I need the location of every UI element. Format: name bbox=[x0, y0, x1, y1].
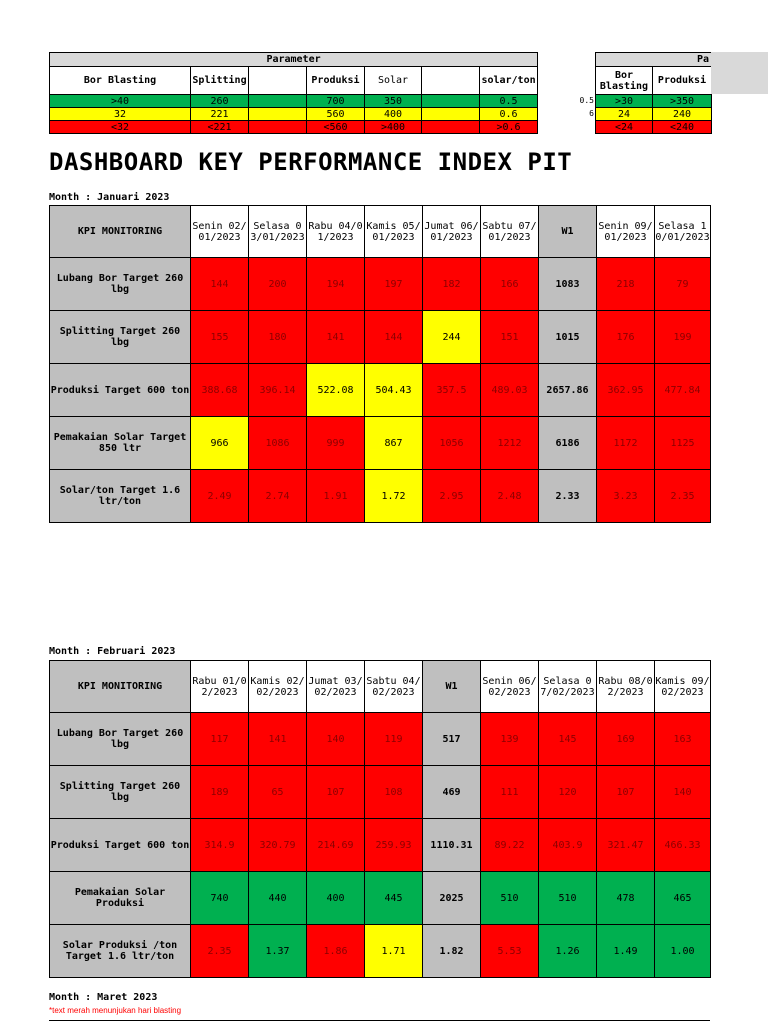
kpi-row-label: Produksi Target 600 ton bbox=[50, 819, 191, 872]
param-cell: <560 bbox=[307, 121, 365, 134]
kpi-cell: 2025 bbox=[423, 872, 481, 925]
kpi-cell: 139 bbox=[481, 713, 539, 766]
kpi-cell: 1125 bbox=[655, 417, 711, 470]
kpi-cell: 314.9 bbox=[191, 819, 249, 872]
param-cell: 0.5 bbox=[480, 95, 538, 108]
param-cell bbox=[249, 121, 307, 134]
param-cell: 32 bbox=[50, 108, 191, 121]
param-cell: 350 bbox=[365, 95, 422, 108]
kpi-cell: 197 bbox=[365, 258, 423, 311]
day-header: Rabu 01/02/2023 bbox=[191, 661, 249, 713]
kpi-cell: 2.35 bbox=[655, 470, 711, 523]
kpi-cell: 388.68 bbox=[191, 364, 249, 417]
kpi-row-label: Solar Produksi /ton Target 1.6 ltr/ton bbox=[50, 925, 191, 978]
kpi-cell: 151 bbox=[481, 311, 539, 364]
kpi-row-label: Splitting Target 260 lbg bbox=[50, 311, 191, 364]
day-header: Kamis 09/02/2023 bbox=[655, 661, 711, 713]
param-cell: >30 bbox=[596, 95, 653, 108]
kpi-cell: 117 bbox=[191, 713, 249, 766]
param-cell bbox=[422, 95, 480, 108]
kpi-cell: 2.35 bbox=[191, 925, 249, 978]
kpi-cell: 244 bbox=[423, 311, 481, 364]
kpi-cell: 259.93 bbox=[365, 819, 423, 872]
kpi-row-label: Solar/ton Target 1.6 ltr/ton bbox=[50, 470, 191, 523]
parameter-title: Parameter bbox=[50, 53, 538, 67]
kpi-row-label: Lubang Bor Target 260 lbg bbox=[50, 258, 191, 311]
kpi-row-label: Splitting Target 260 lbg bbox=[50, 766, 191, 819]
param-cell bbox=[422, 108, 480, 121]
kpi-cell: 2.95 bbox=[423, 470, 481, 523]
param-cell: >350 bbox=[653, 95, 712, 108]
kpi-cell: 510 bbox=[481, 872, 539, 925]
kpi-cell: 214.69 bbox=[307, 819, 365, 872]
param-cell: 700 bbox=[307, 95, 365, 108]
param-cell bbox=[422, 121, 480, 134]
kpi-cell: 79 bbox=[655, 258, 711, 311]
side-label: 0.5 bbox=[579, 96, 594, 105]
kpi-table-februari bbox=[49, 660, 711, 978]
day-header: Jumat 03/02/2023 bbox=[307, 661, 365, 713]
kpi-cell: 180 bbox=[249, 311, 307, 364]
day-header: Selasa 03/01/2023 bbox=[249, 206, 307, 258]
kpi-cell: 145 bbox=[539, 713, 597, 766]
kpi-cell: 107 bbox=[307, 766, 365, 819]
kpi-cell: 466.33 bbox=[655, 819, 711, 872]
kpi-cell: 396.14 bbox=[249, 364, 307, 417]
param-cell: >40 bbox=[50, 95, 191, 108]
day-header: Selasa 07/02/2023 bbox=[539, 661, 597, 713]
dashboard-title: DASHBOARD KEY PERFORMANCE INDEX PIT bbox=[49, 148, 573, 176]
gray-block bbox=[711, 52, 768, 94]
kpi-row-label: Pemakaian Solar Target 850 ltr bbox=[50, 417, 191, 470]
kpi-cell: 362.95 bbox=[597, 364, 655, 417]
param-cell: 221 bbox=[191, 108, 249, 121]
day-header: Senin 06/02/2023 bbox=[481, 661, 539, 713]
kpi-cell: 504.43 bbox=[365, 364, 423, 417]
param-cell bbox=[249, 95, 307, 108]
kpi-cell: 477.84 bbox=[655, 364, 711, 417]
month-label-januari: Month : Januari 2023 bbox=[49, 192, 170, 203]
param-cell: 260 bbox=[191, 95, 249, 108]
parameter-table bbox=[49, 52, 538, 134]
kpi-cell: 120 bbox=[539, 766, 597, 819]
kpi-cell: 194 bbox=[307, 258, 365, 311]
kpi-cell: 140 bbox=[307, 713, 365, 766]
day-header: Kamis 05/01/2023 bbox=[365, 206, 423, 258]
kpi-cell: 2.49 bbox=[191, 470, 249, 523]
kpi-cell: 1.72 bbox=[365, 470, 423, 523]
kpi-cell: 89.22 bbox=[481, 819, 539, 872]
day-header: Jumat 06/01/2023 bbox=[423, 206, 481, 258]
param-header: Splitting bbox=[191, 67, 249, 95]
kpi-cell: 517 bbox=[423, 713, 481, 766]
param-cell: 560 bbox=[307, 108, 365, 121]
week-header: W1 bbox=[423, 661, 481, 713]
kpi-cell: 445 bbox=[365, 872, 423, 925]
kpi-cell: 320.79 bbox=[249, 819, 307, 872]
kpi-cell: 510 bbox=[539, 872, 597, 925]
kpi-cell: 199 bbox=[655, 311, 711, 364]
kpi-cell: 1.71 bbox=[365, 925, 423, 978]
param-cell: <240 bbox=[653, 121, 712, 134]
kpi-cell: 2657.86 bbox=[539, 364, 597, 417]
param-header: Solar bbox=[365, 67, 422, 95]
param-header bbox=[422, 67, 480, 95]
day-header: Rabu 08/02/2023 bbox=[597, 661, 655, 713]
kpi-cell: 1083 bbox=[539, 258, 597, 311]
param-cell: 24 bbox=[596, 108, 653, 121]
kpi-cell: 740 bbox=[191, 872, 249, 925]
kpi-cell: 218 bbox=[597, 258, 655, 311]
kpi-cell: 3.23 bbox=[597, 470, 655, 523]
blasting-note: *text merah menunjukan hari blasting bbox=[49, 1006, 182, 1015]
kpi-cell: 1212 bbox=[481, 417, 539, 470]
kpi-cell: 440 bbox=[249, 872, 307, 925]
month-label-februari: Month : Februari 2023 bbox=[49, 646, 176, 657]
kpi-corner-label: KPI MONITORING bbox=[50, 206, 191, 258]
kpi-cell: 2.74 bbox=[249, 470, 307, 523]
param-header: Bor Blasting bbox=[50, 67, 191, 95]
kpi-cell: 155 bbox=[191, 311, 249, 364]
param-cell: <221 bbox=[191, 121, 249, 134]
kpi-cell: 403.9 bbox=[539, 819, 597, 872]
kpi-cell: 166 bbox=[481, 258, 539, 311]
kpi-cell: 144 bbox=[365, 311, 423, 364]
kpi-cell: 163 bbox=[655, 713, 711, 766]
kpi-cell: 1.86 bbox=[307, 925, 365, 978]
kpi-cell: 489.03 bbox=[481, 364, 539, 417]
kpi-cell: 1086 bbox=[249, 417, 307, 470]
param-cell: 400 bbox=[365, 108, 422, 121]
day-header: Kamis 02/02/2023 bbox=[249, 661, 307, 713]
kpi-cell: 522.08 bbox=[307, 364, 365, 417]
kpi-cell: 1.91 bbox=[307, 470, 365, 523]
day-header: Selasa 10/01/2023 bbox=[655, 206, 711, 258]
kpi-cell: 321.47 bbox=[597, 819, 655, 872]
kpi-cell: 1.82 bbox=[423, 925, 481, 978]
week-header: W1 bbox=[539, 206, 597, 258]
kpi-row-label: Pemakaian Solar Produksi bbox=[50, 872, 191, 925]
kpi-row-label: Produksi Target 600 ton bbox=[50, 364, 191, 417]
param-header: Produksi bbox=[307, 67, 365, 95]
side-label: 6 bbox=[589, 109, 594, 118]
kpi-cell: 107 bbox=[597, 766, 655, 819]
parameter-title-2: Pa bbox=[596, 53, 712, 67]
param-cell bbox=[249, 108, 307, 121]
kpi-cell: 200 bbox=[249, 258, 307, 311]
kpi-cell: 478 bbox=[597, 872, 655, 925]
param-cell: >0.6 bbox=[480, 121, 538, 134]
day-header: Sabtu 04/02/2023 bbox=[365, 661, 423, 713]
kpi-cell: 357.5 bbox=[423, 364, 481, 417]
kpi-cell: 141 bbox=[307, 311, 365, 364]
kpi-cell: 169 bbox=[597, 713, 655, 766]
kpi-row-label: Lubang Bor Target 260 lbg bbox=[50, 713, 191, 766]
day-header: Sabtu 07/01/2023 bbox=[481, 206, 539, 258]
kpi-cell: 140 bbox=[655, 766, 711, 819]
param-cell: <24 bbox=[596, 121, 653, 134]
kpi-cell: 465 bbox=[655, 872, 711, 925]
param-header: Produksi bbox=[653, 67, 712, 95]
kpi-cell: 2.33 bbox=[539, 470, 597, 523]
kpi-cell: 1056 bbox=[423, 417, 481, 470]
kpi-cell: 1015 bbox=[539, 311, 597, 364]
month-label-maret: Month : Maret 2023 bbox=[49, 992, 158, 1003]
kpi-cell: 189 bbox=[191, 766, 249, 819]
kpi-cell: 182 bbox=[423, 258, 481, 311]
param-header: Bor Blasting bbox=[596, 67, 653, 95]
kpi-cell: 1.37 bbox=[249, 925, 307, 978]
kpi-table-januari bbox=[49, 205, 711, 523]
param-cell: 0.6 bbox=[480, 108, 538, 121]
kpi-cell: 108 bbox=[365, 766, 423, 819]
kpi-cell: 1.49 bbox=[597, 925, 655, 978]
kpi-corner-label: KPI MONITORING bbox=[50, 661, 191, 713]
kpi-cell: 119 bbox=[365, 713, 423, 766]
kpi-cell: 5.53 bbox=[481, 925, 539, 978]
kpi-cell: 111 bbox=[481, 766, 539, 819]
kpi-cell: 469 bbox=[423, 766, 481, 819]
day-header: Senin 02/01/2023 bbox=[191, 206, 249, 258]
parameter-table-2 bbox=[595, 52, 712, 134]
param-header: solar/ton bbox=[480, 67, 538, 95]
kpi-cell: 65 bbox=[249, 766, 307, 819]
kpi-cell: 966 bbox=[191, 417, 249, 470]
param-cell: <32 bbox=[50, 121, 191, 134]
kpi-cell: 144 bbox=[191, 258, 249, 311]
kpi-cell: 1.00 bbox=[655, 925, 711, 978]
day-header: Rabu 04/01/2023 bbox=[307, 206, 365, 258]
kpi-cell: 2.48 bbox=[481, 470, 539, 523]
kpi-cell: 1172 bbox=[597, 417, 655, 470]
kpi-cell: 400 bbox=[307, 872, 365, 925]
kpi-cell: 141 bbox=[249, 713, 307, 766]
param-cell: >400 bbox=[365, 121, 422, 134]
kpi-cell: 176 bbox=[597, 311, 655, 364]
kpi-cell: 1110.31 bbox=[423, 819, 481, 872]
kpi-cell: 999 bbox=[307, 417, 365, 470]
day-header: Senin 09/01/2023 bbox=[597, 206, 655, 258]
march-table-top-border bbox=[49, 1020, 710, 1025]
kpi-cell: 1.26 bbox=[539, 925, 597, 978]
param-cell: 240 bbox=[653, 108, 712, 121]
param-header bbox=[249, 67, 307, 95]
kpi-cell: 867 bbox=[365, 417, 423, 470]
kpi-cell: 6186 bbox=[539, 417, 597, 470]
